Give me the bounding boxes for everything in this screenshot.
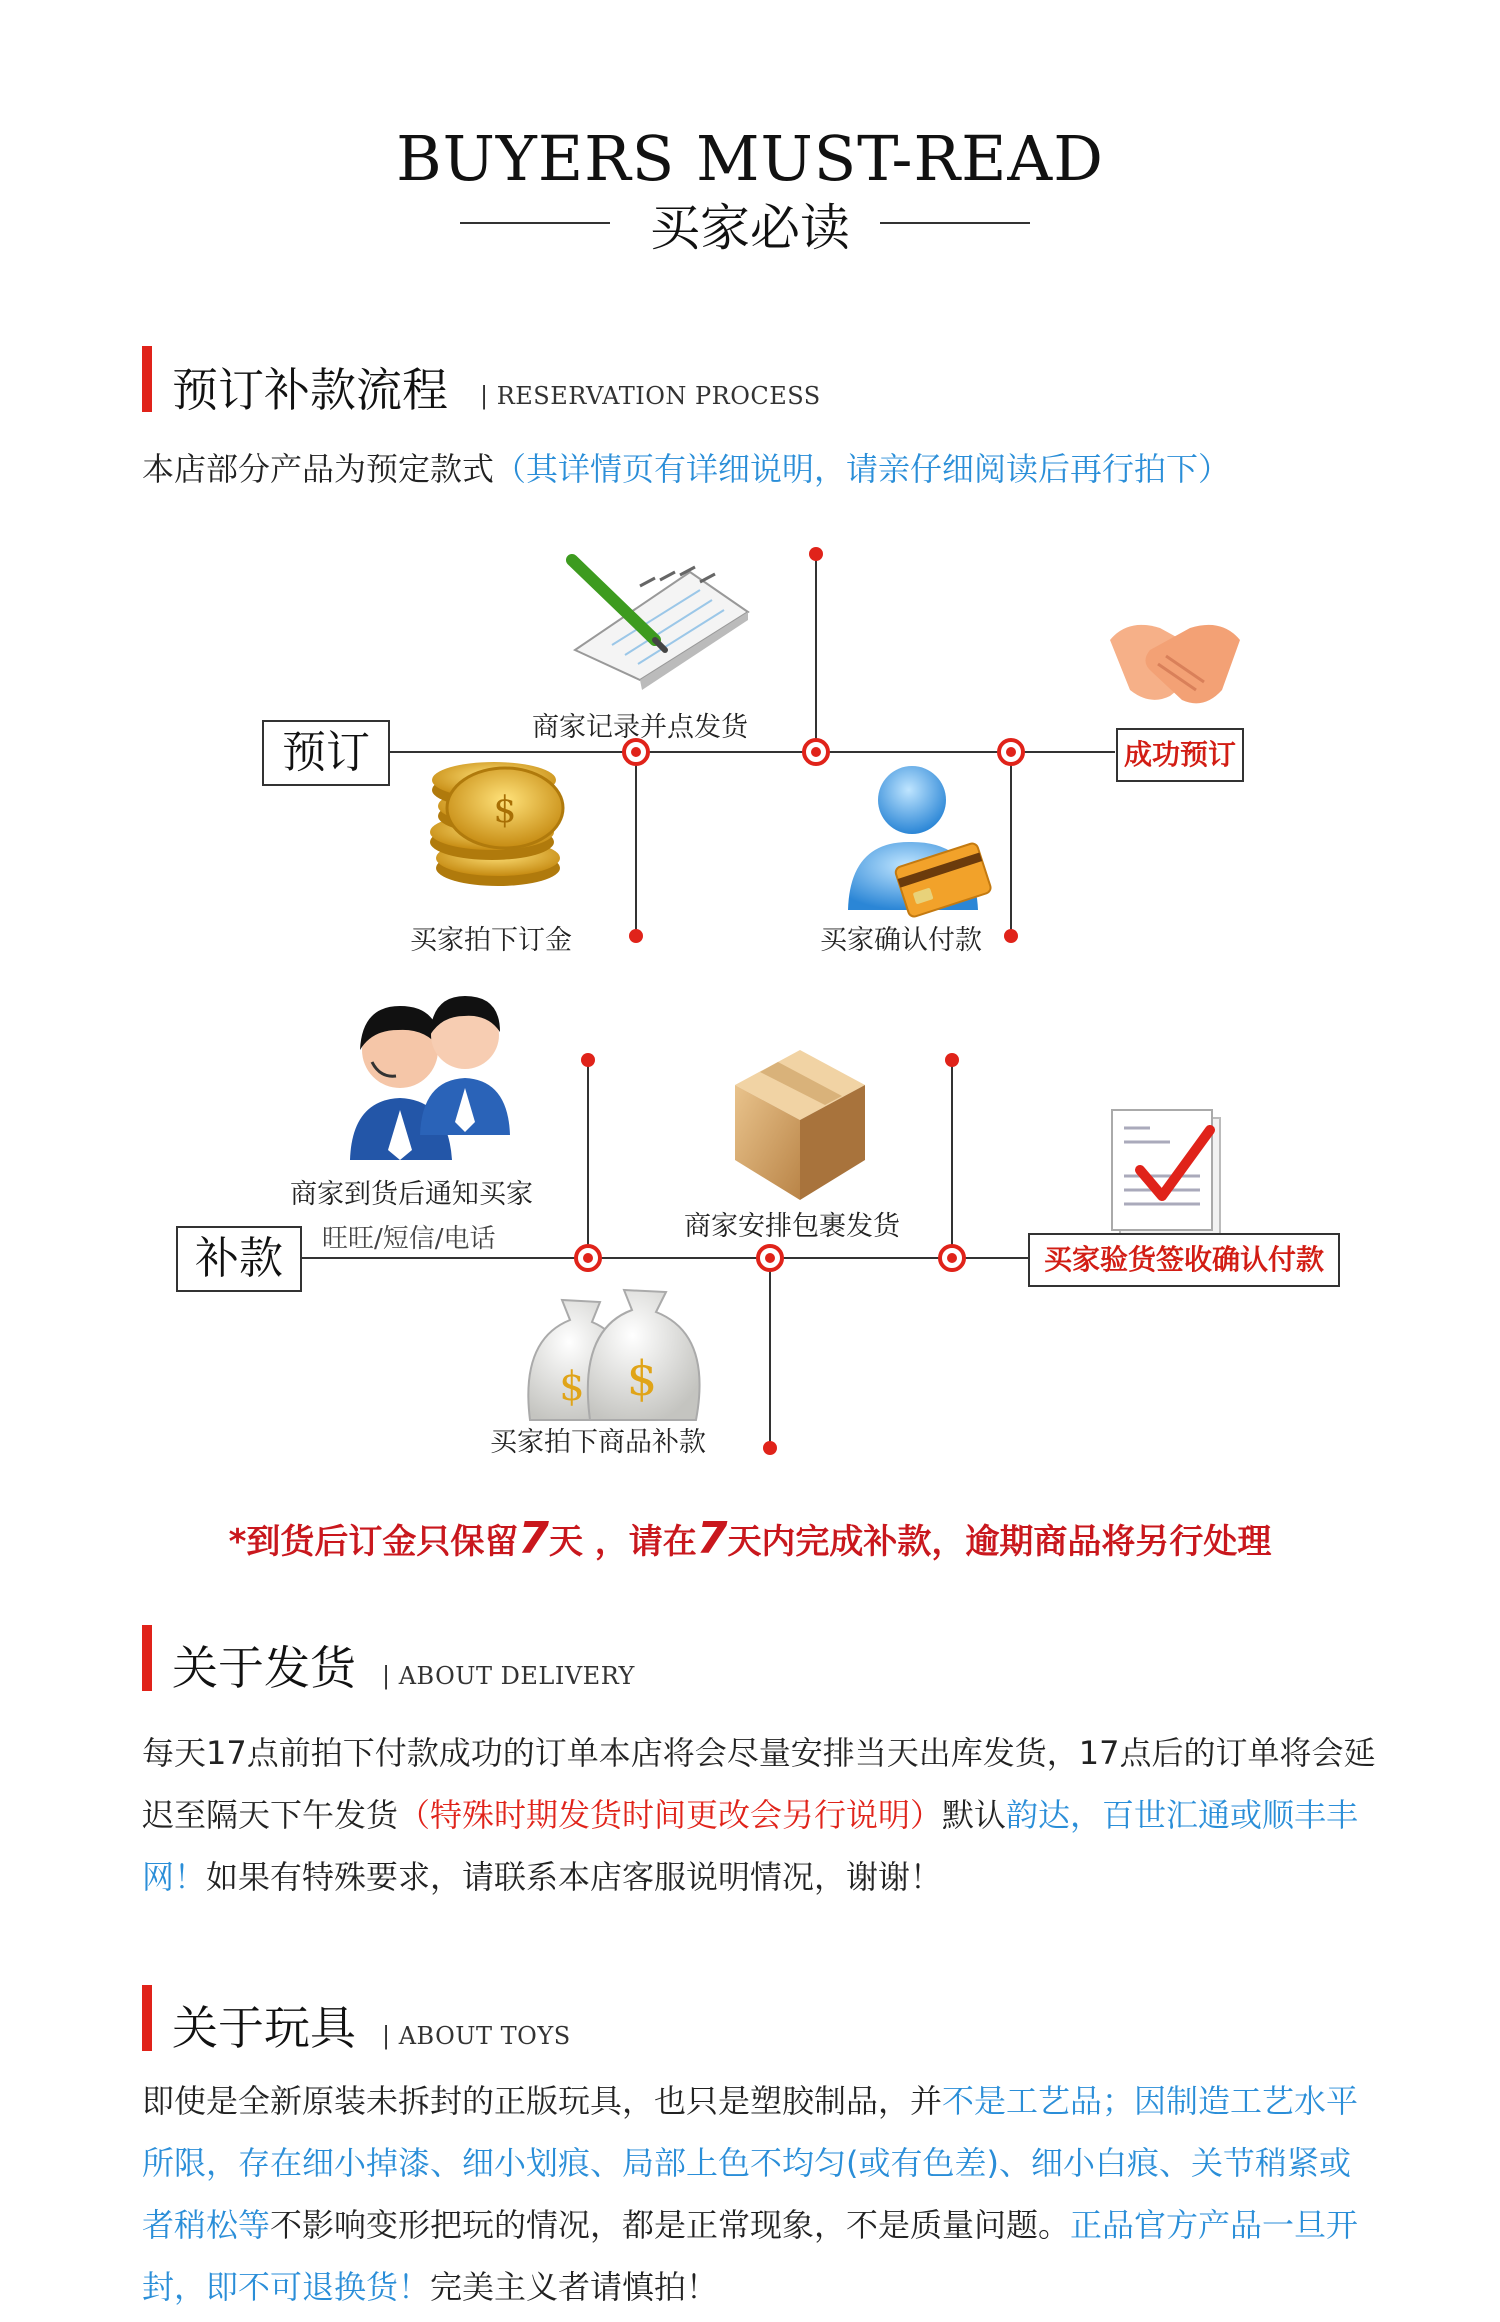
page-title: BUYERS MUST-READ: [396, 122, 1104, 195]
handshake-icon: [1110, 625, 1240, 703]
step-buyer-confirm-pay: 买家确认付款: [820, 925, 982, 956]
reserve-start-box: 预订: [262, 720, 390, 786]
notice-part-1: *到货后订金只保留: [228, 1522, 519, 1562]
step-merchant-ship: 商家安排包裹发货: [684, 1211, 900, 1242]
step-buyer-balance: 买家拍下商品补款: [490, 1427, 706, 1458]
delivery-heading-en: | ABOUT DELIVERY: [382, 1662, 635, 1690]
reservation-heading: 预订补款流程: [172, 363, 448, 417]
delivery-text: [142, 1722, 1382, 1908]
toys-heading-en: | ABOUT TOYS: [382, 2022, 571, 2050]
money-bags-icon: [528, 1290, 699, 1420]
svg-text:$: $: [626, 1351, 658, 1407]
toys-heading: 关于玩具: [172, 2001, 356, 2055]
intro-note: （其详情页有详细说明，请亲仔细阅读后再行拍下）: [494, 450, 1231, 488]
step-merchant-record: 商家记录并点发货: [532, 712, 748, 743]
delivery-text-2: 默认: [942, 1796, 1007, 1834]
toys-text-3: 完美主义者请慎拍！: [430, 2268, 719, 2306]
customer-service-icon: [350, 996, 510, 1160]
notify-channels: 旺旺/短信/电话: [322, 1224, 496, 1254]
delivery-special-note: （特殊时期发货时间更改会另行说明）: [398, 1796, 943, 1834]
step-buyer-deposit: 买家拍下订金: [410, 925, 572, 956]
svg-text:$: $: [559, 1364, 585, 1410]
notice-days-1: 7: [518, 1513, 549, 1564]
intro-text: 本店部分产品为预定款式: [142, 450, 495, 488]
delivery-text-3: 如果有特殊要求，请联系本店客服说明情况，谢谢！: [206, 1858, 943, 1896]
section-marker: [142, 1625, 152, 1691]
package-box-icon: [735, 1050, 865, 1200]
delivery-text-1: 每天17点前拍下付款成功的订单本店将会尽量安排当天出库发货，17点后的订单将会延迟至隔天下午发货: [142, 1734, 1376, 1834]
page-subtitle: 买家必读: [650, 199, 850, 257]
signed-document-icon: [1112, 1110, 1220, 1238]
section-marker: [142, 1985, 152, 2051]
balance-end-box: 买家验货签收确认付款: [1028, 1233, 1340, 1287]
toys-text-2: 不影响变形把玩的情况，都是正常现象，不是质量问题。: [270, 2206, 1071, 2244]
toys-text: [142, 2070, 1382, 2318]
step-merchant-notify: 商家到货后通知买家: [290, 1179, 533, 1210]
delivery-carriers: 韵达，百世汇通或顺丰丰网！: [142, 1796, 1359, 1896]
svg-text:$: $: [493, 790, 517, 831]
balance-start-box: 补款: [176, 1226, 302, 1292]
reservation-heading-en: | RESERVATION PROCESS: [480, 382, 821, 410]
notice-part-2: 天 ，请在: [548, 1522, 697, 1562]
toys-defects-note: 不是工艺品；因制造工艺水平所限，存在细小掉漆、细小划痕、局部上色不均匀(或有色差)、细小白痕、关节稍紧或者稍松等: [142, 2082, 1359, 2244]
notice-days-2: 7: [696, 1513, 728, 1564]
notice-part-3: 天内完成补款，逾期商品将另行处理: [727, 1522, 1272, 1562]
deposit-notice: [0, 1513, 1500, 1564]
delivery-heading: 关于发货: [172, 1641, 356, 1695]
gold-coins-icon: [430, 762, 563, 886]
toys-no-return-note: 正品官方产品一旦开封，即不可退换货！: [142, 2206, 1359, 2306]
notebook-pen-icon: [572, 560, 748, 690]
reserve-success-box: 成功预订: [1116, 728, 1244, 782]
toys-text-1: 即使是全新原装未拆封的正版玩具，也只是塑胶制品，并: [142, 2082, 943, 2120]
user-card-icon: [848, 766, 992, 918]
